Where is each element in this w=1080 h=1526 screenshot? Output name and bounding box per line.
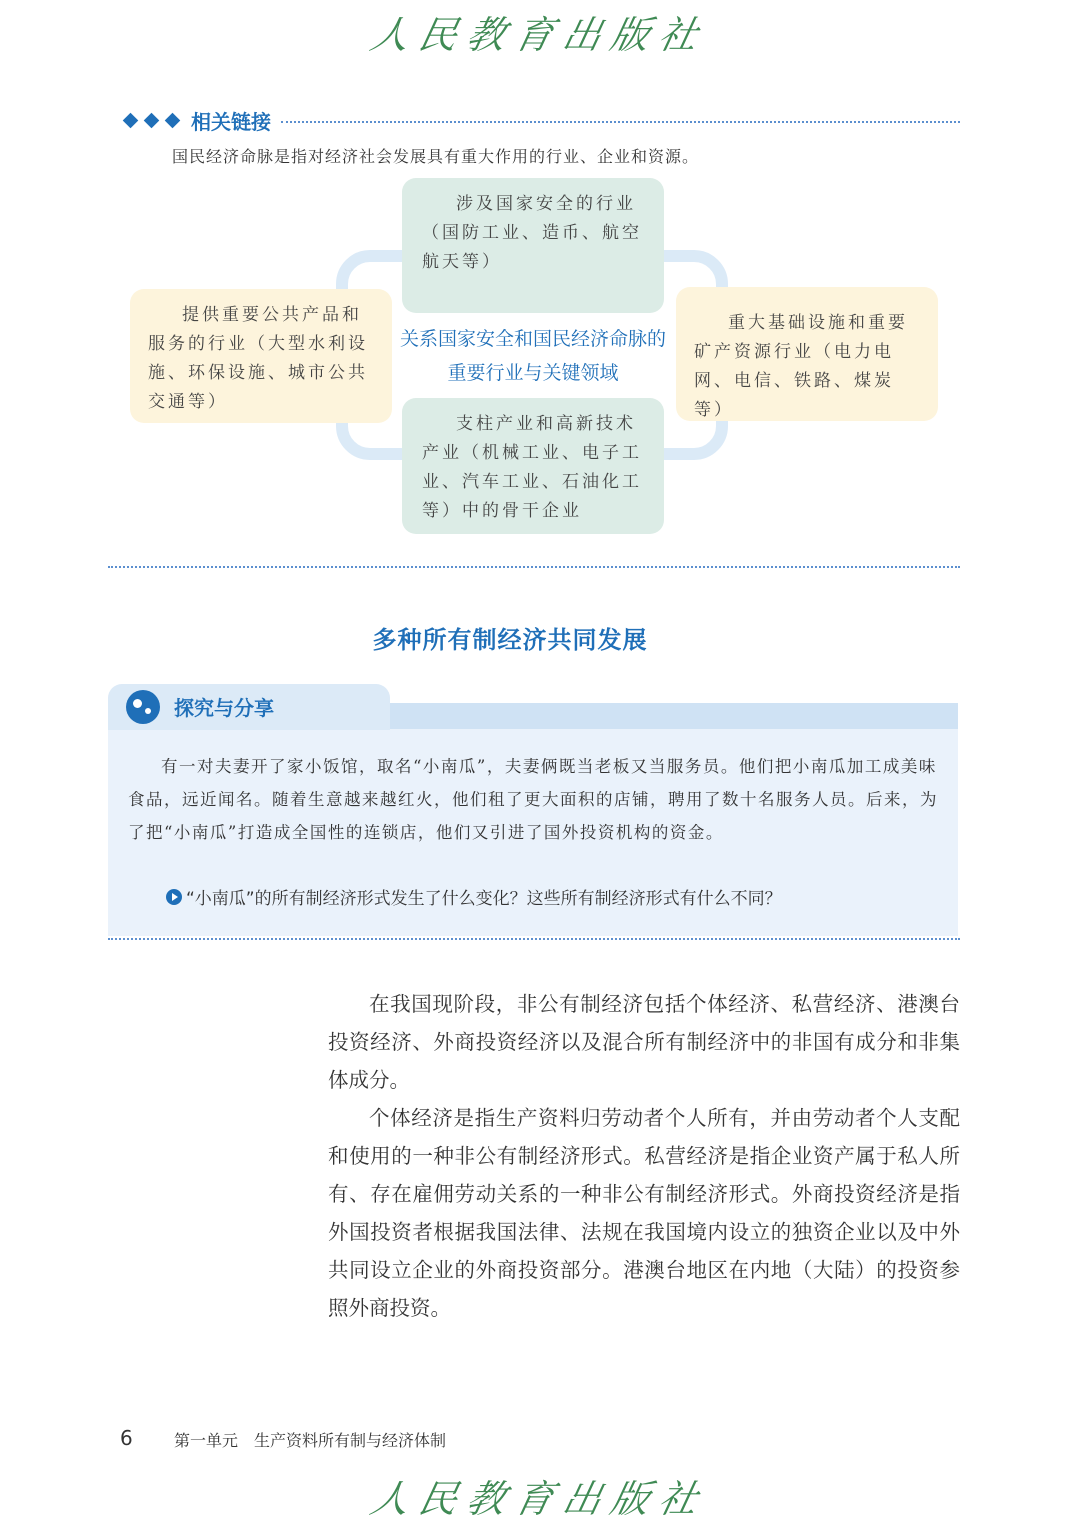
- section-title: 多种所有制经济共同发展: [372, 625, 648, 654]
- publisher-logo-top: 人民教育出版社: [366, 13, 712, 57]
- diagram-box-infrastructure: [676, 287, 938, 421]
- diagram-box-text: 涉及国家安全的行业（国防工业、造币、航空航天等）: [422, 194, 642, 272]
- diagram-box-pillar-industries: [402, 398, 664, 534]
- explore-question-text: “小南瓜”的所有制经济形式发生了什么变化？这些所有制经济形式有什么不同？: [186, 889, 782, 909]
- diagram-center-label: 关系国家安全和国民经济命脉的重要行业与关键领域: [399, 328, 666, 384]
- dotted-rule: [281, 121, 960, 123]
- body-paragraph-1: 在我国现阶段，非公有制经济包括个体经济、私营经济、港澳台投资经济、外商投资经济以及混合所有制经济中的非国有成分和非集体成分。: [328, 992, 960, 1092]
- diagram-box-text: 重大基础设施和重要矿产资源行业（电力电网、电信、铁路、煤炭等）: [694, 313, 908, 420]
- related-intro: 国民经济命脉是指对经济社会发展具有重大作用的行业、企业和资源。: [172, 147, 700, 166]
- explore-question: [166, 884, 782, 909]
- arrow-bullet-icon: [166, 889, 182, 905]
- explore-icon: [126, 690, 160, 724]
- related-links-title: 相关链接: [191, 109, 271, 134]
- explore-story: 有一对夫妻开了家小饭馆，取名“小南瓜”，夫妻俩既当老板又当服务员。他们把小南瓜加工成美味食品，远近闻名。随着生意越来越红火，他们租了更大面积的店铺，聘用了数十名服务人员。后来，为了把“小南瓜”打造成全国性的连锁店，他们又引进了国外投资机构的资金。: [128, 757, 938, 842]
- diagram-box-text: 提供重要公共产品和服务的行业（大型水利设施、环保设施、城市公共交通等）: [148, 305, 368, 412]
- diagram-box-public-goods: [130, 289, 392, 423]
- section-divider: [108, 566, 960, 568]
- publisher-logo-bottom: 人民教育出版社: [366, 1477, 712, 1521]
- running-footer: 第一单元 生产资料所有制与经济体制: [174, 1431, 447, 1450]
- body-paragraph-2: 个体经济是指生产资料归劳动者个人所有，并由劳动者个人支配和使用的一种非公有制经济形式。私营经济是指企业资产属于私人所有、存在雇佣劳动关系的一种非公有制经济形式。外商投资经济是指外国投资者根据我国法律、法规在我国境内设立的独资企业以及中外共同设立企业的外商投资部分。港澳台地区在内地（大陆）的投资参照外商投资。: [328, 1106, 960, 1320]
- page-number: 6: [120, 1426, 133, 1450]
- diagram-box-text: 支柱产业和高新技术产业（机械工业、电子工业、汽车工业、石油化工等）中的骨干企业: [422, 414, 642, 521]
- diamond-bullets-icon: [122, 115, 181, 126]
- diagram-box-national-security: [402, 178, 664, 313]
- related-links-header: [122, 104, 960, 136]
- panel-bottom-divider: [108, 938, 960, 940]
- explore-title: 探究与分享: [174, 696, 274, 720]
